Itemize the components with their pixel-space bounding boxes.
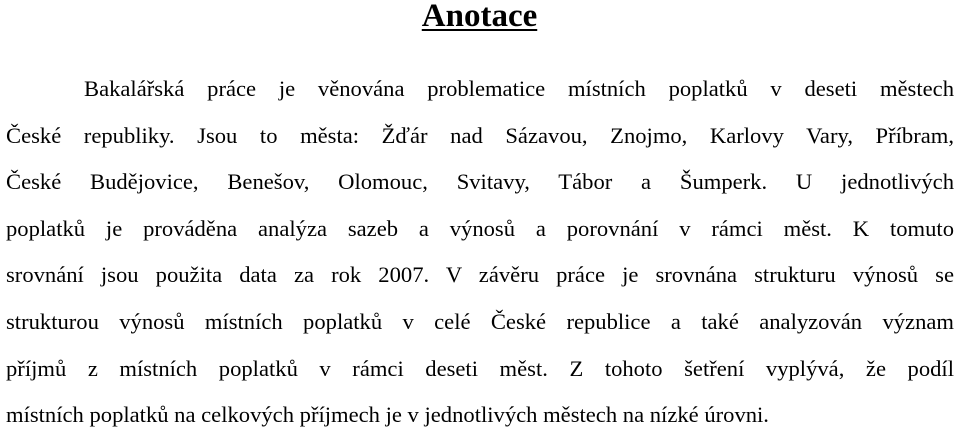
abstract-line: České Budějovice, Benešov, Olomouc, Svitavy, Tábor a Šumperk. U jednotlivých	[6, 169, 954, 195]
abstract-line: strukturou výnosů místních poplatků v celé České republice a také analyzován význam	[6, 308, 954, 334]
page-title: Anotace	[421, 0, 538, 34]
abstract-line: České republiky. Jsou to města: Žďár nad Sázavou, Znojmo, Karlovy Vary, Příbram,	[6, 122, 954, 148]
abstract-line: srovnání jsou použita data za rok 2007. V závěru práce je srovnána strukturu výnosů se	[6, 262, 954, 288]
abstract-line: Bakalářská práce je věnována problematice místních poplatků v deseti městech	[84, 76, 954, 101]
abstract-line: místních poplatků na celkových příjmech je v jednotlivých městech na nízké úrovni.	[6, 402, 769, 428]
abstract-line: poplatků je prováděna analýza sazeb a výnosů a porovnání v rámci měst. K tomuto	[6, 215, 954, 241]
abstract-paragraph	[6, 66, 954, 439]
abstract-line: příjmů z místních poplatků v rámci deseti měst. Z tohoto šetření vyplývá, že podíl	[6, 355, 954, 381]
